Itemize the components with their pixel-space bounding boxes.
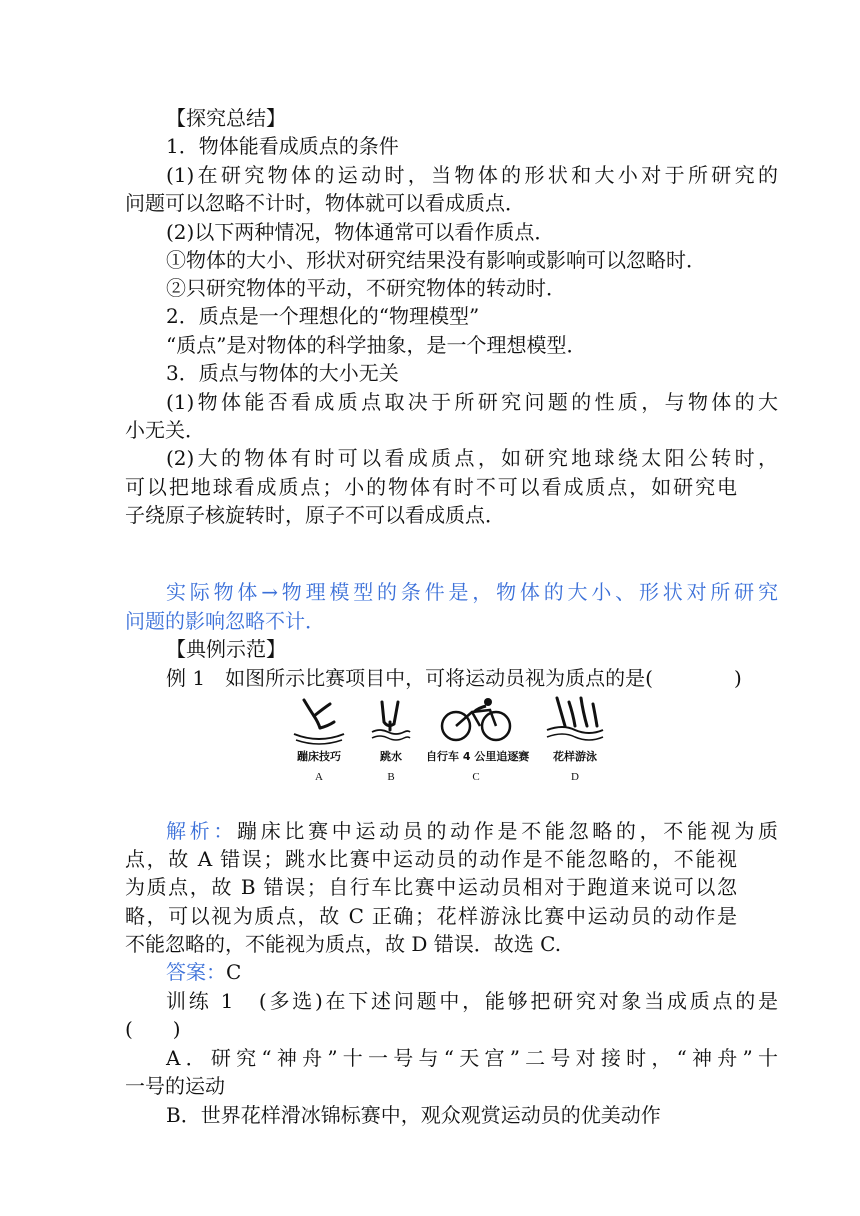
figure-item-c [426, 692, 530, 784]
answer-line [166, 958, 241, 986]
bicycle-icon [436, 692, 516, 748]
analysis-line-4: 略，可以视为质点，故 C 正确；花样游泳比赛中运动员的动作是 [125, 904, 737, 928]
figure-item-b [368, 692, 414, 784]
summary-item-1-2: (2)以下两种情况，物体通常可以看作质点． [166, 220, 555, 244]
figure-letter-c: C [472, 771, 480, 783]
figure-letter-a: A [315, 771, 323, 783]
summary-heading: 【探究总结】 [166, 106, 286, 130]
tip-line-2: 问题的影响忽略不计． [125, 609, 325, 633]
summary-item-3-title: 3．质点与物体的大小无关 [166, 361, 399, 385]
training-option-a-line1: A．研究“神舟”十一号与“天宫”二号对接时，“神舟”十 [166, 1046, 778, 1070]
analysis-line-3: 为质点，故 B 错误；自行车比赛中运动员相对于跑道来说可以忽 [125, 875, 737, 899]
training-option-a-line2: 一号的运动 [125, 1074, 225, 1098]
figure-caption-c: 自行车 4 公里追逐赛 [426, 750, 530, 763]
summary-item-1-2a: ①物体的大小、形状对研究结果没有影响或影响可以忽略时． [166, 248, 706, 272]
example-heading: 【典例示范】 [166, 637, 286, 661]
figure-caption-a: 蹦床技巧 [297, 750, 341, 763]
training-option-b: B．世界花样滑冰锦标赛中，观众观赏运动员的优美动作 [166, 1103, 661, 1127]
answer-value: C [226, 960, 242, 984]
answer-label: 答案： [166, 960, 226, 984]
figure-item-d [540, 692, 610, 784]
analysis-label: 解析： [166, 819, 238, 843]
analysis-text-1: 蹦床比赛中运动员的动作是不能忽略的，不能视为质 [237, 819, 779, 843]
figure-letter-b: B [387, 771, 395, 783]
figure-letter-d: D [571, 771, 579, 783]
diving-icon [368, 692, 414, 748]
analysis-line-2: 点，故 A 错误；跳水比赛中运动员的动作是不能忽略的，不能视 [125, 847, 737, 871]
synchronized-swimming-icon [543, 692, 607, 748]
summary-item-2-title: 2．质点是一个理想化的“物理模型” [166, 304, 480, 328]
summary-item-2-body: “质点”是对物体的科学抽象，是一个理想模型． [166, 333, 587, 357]
summary-item-1-1-line2: 问题可以忽略不计时，物体就可以看成质点． [125, 191, 525, 215]
summary-item-1-2b: ②只研究物体的平动，不研究物体的转动时． [166, 276, 566, 300]
training-line-2: ( ) [125, 1017, 181, 1041]
example-figure [290, 692, 610, 788]
summary-item-1-title: 1．物体能看成质点的条件 [166, 134, 399, 158]
summary-item-3-2-line2: 可以把地球看成质点；小的物体有时不可以看成质点，如研究电 [125, 475, 737, 499]
figure-caption-b: 跳水 [380, 750, 402, 763]
analysis-line-1 [166, 817, 778, 845]
example-question: 例 1 如图所示比赛项目中，可将运动员视为质点的是( [166, 666, 653, 690]
figure-caption-d: 花样游泳 [553, 750, 597, 763]
summary-item-3-1-line2: 小无关． [125, 418, 205, 442]
summary-item-3-1-line1: (1)物体能否看成质点取决于所研究问题的性质，与物体的大 [166, 390, 778, 414]
summary-item-3-2-line1: (2)大的物体有时可以看成质点，如研究地球绕太阳公转时， [166, 446, 778, 470]
tip-line-1: 实际物体→物理模型的条件是，物体的大小、形状对所研究 [166, 580, 778, 604]
training-line-1: 训练 1 (多选)在下述问题中，能够把研究对象当成质点的是 [166, 989, 778, 1013]
analysis-line-5: 不能忽略的，不能视为质点，故 D 错误．故选 C. [125, 932, 562, 956]
figure-item-a [290, 692, 348, 784]
summary-item-1-1-line1: (1)在研究物体的运动时，当物体的形状和大小对于所研究的 [166, 163, 778, 187]
summary-item-3-2-line3: 子绕原子核旋转时，原子不可以看成质点． [125, 503, 505, 527]
trampoline-icon [290, 692, 348, 748]
example-question-paren: ) [734, 666, 742, 690]
